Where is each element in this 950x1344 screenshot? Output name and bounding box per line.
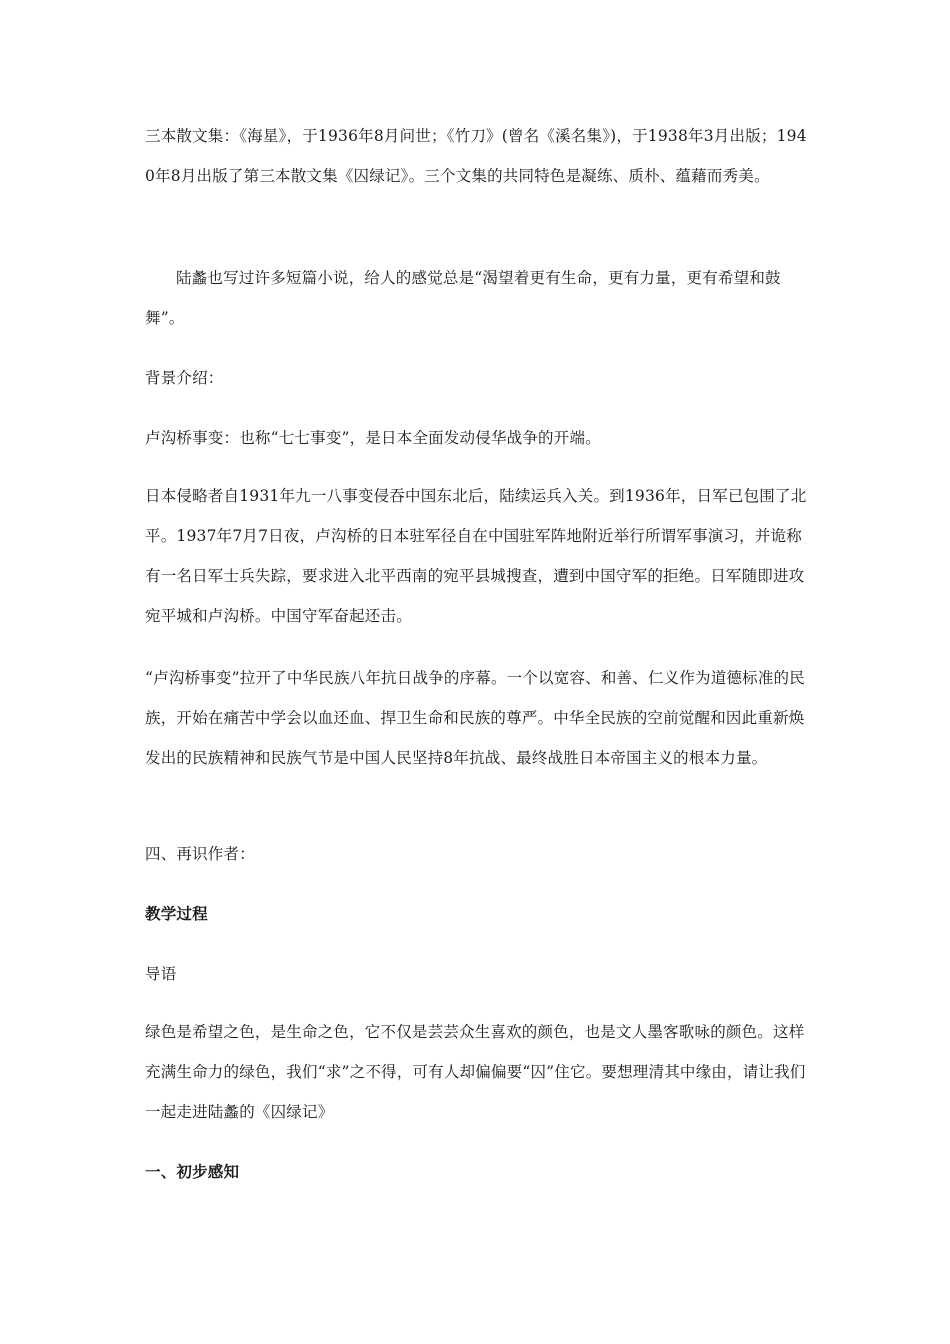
paragraph-significance: “卢沟桥事变”拉开了中华民族八年抗日战争的序幕。一个以宽容、和善、仁义作为道德标准的民族，开始在痛苦中学会以血还血、捍卫生命和民族的尊严。中华全民族的空前觉醒和因此重新焕发出的民族精神和民族气节是中国人民坚持8年抗战、最终战胜日本帝国主义的根本力量。: [145, 669, 805, 767]
heading-background: 背景介绍：: [145, 369, 224, 387]
paragraph-essay-collections: 三本散文集：《海星》，于1936年8月问世；《竹刀》(曾名《溪名集》)，于1938年3月出版；1940年8月出版了第三本散文集《囚绿记》。三个文集的共同特色是凝练、质朴、蕴藉而秀美。: [145, 127, 807, 185]
paragraph-introduction: 绿色是希望之色，是生命之色，它不仅是芸芸众生喜欢的颜色，也是文人墨客歌咏的颜色。这样充满生命力的绿色，我们“求”之不得，可有人却偏偏要“囚”住它。要想理清其中缘由，请让我们一起走进陆蠡的《囚绿记》: [145, 1023, 806, 1121]
paragraph-history: 日本侵略者自1931年九一八事变侵吞中国东北后，陆续运兵入关。到1936年，日军已包围了北平。1937年7月7日夜，卢沟桥的日本驻军径自在中国驻军阵地附近举行所谓军事演习，并诡称有一名日军士兵失踪，要求进入北平西南的宛平县城搜查，遭到中国守军的拒绝。日军随即进攻宛平城和卢沟桥。中国守军奋起还击。: [145, 487, 807, 625]
heading-teaching-process: 教学过程: [145, 904, 208, 923]
paragraph-lugouqiao-definition: 卢沟桥事变：也称“七七事变”，是日本全面发动侵华战争的开端。: [145, 429, 601, 447]
heading-author-review: 四、再识作者：: [145, 845, 255, 863]
heading-introduction: 导语: [145, 965, 177, 983]
heading-initial-perception: 一、初步感知: [145, 1162, 240, 1181]
paragraph-short-stories: 陆蠡也写过许多短篇小说，给人的感觉总是“渴望着更有生命，更有力量，更有希望和鼓舞”。: [145, 269, 781, 327]
